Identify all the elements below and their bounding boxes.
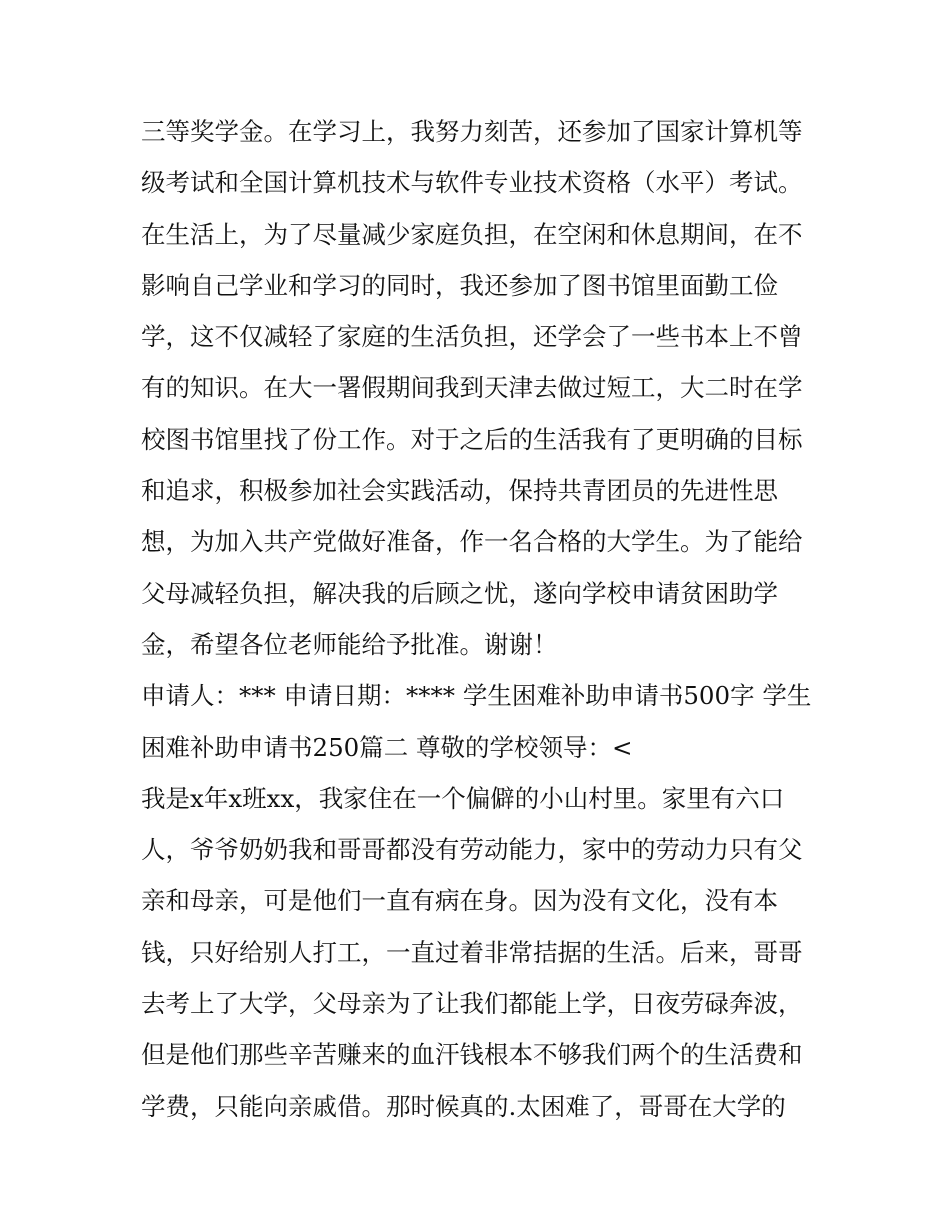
text-line: 影响自己学业和学习的同时，我还参加了图书馆里面勤工俭	[141, 270, 778, 300]
text-line: 我是x年x班xx，我家住在一个偏僻的小山村里。家里有六口	[141, 783, 785, 813]
text-line: 学费，只能向亲戚借。那时候真的.太困难了，哥哥在大学的	[141, 1091, 786, 1121]
text-line: 申请人：*** 申请日期：**** 学生困难补助申请书500字 学生	[141, 681, 812, 711]
text-line: 级考试和全国计算机技术与软件专业技术资格（水平）考试。	[141, 168, 803, 198]
document-body	[141, 106, 831, 1132]
text-line: 困难补助申请书250篇二 尊敬的学校领导：<	[141, 732, 633, 762]
text-line: 和追求，积极参加社会实践活动，保持共青团员的先进性思	[141, 476, 778, 506]
text-line: 去考上了大学，父母亲为了让我们都能上学，日夜劳碌奔波，	[141, 989, 803, 1019]
text-line: 但是他们那些辛苦赚来的血汗钱根本不够我们两个的生活费和	[141, 1040, 803, 1070]
text-line: 想，为加入共产党做好准备，作一名合格的大学生。为了能给	[141, 527, 803, 557]
text-line: 父母减轻负担，解决我的后顾之忧，遂向学校申请贫困助学	[141, 578, 778, 608]
text-line: 金，希望各位老师能给予批准。谢谢！	[141, 629, 558, 659]
text-line: 三等奖学金。在学习上，我努力刻苦，还参加了国家计算机等	[141, 117, 803, 146]
text-line: 校图书馆里找了份工作。对于之后的生活我有了更明确的目标	[141, 424, 803, 454]
text-line: 在生活上，为了尽量减少家庭负担，在空闲和休息期间，在不	[141, 219, 803, 249]
text-line: 钱，只好给别人打工，一直过着非常拮据的生活。后来，哥哥	[141, 937, 803, 967]
text-line: 学，这不仅减轻了家庭的生活负担，还学会了一些书本上不曾	[141, 322, 803, 352]
text-line: 亲和母亲，可是他们一直有病在身。因为没有文化，没有本	[141, 886, 778, 916]
text-line: 人，爷爷奶奶我和哥哥都没有劳动能力，家中的劳动力只有父	[141, 835, 803, 865]
text-line: 有的知识。在大一署假期间我到天津去做过短工，大二时在学	[141, 373, 803, 403]
